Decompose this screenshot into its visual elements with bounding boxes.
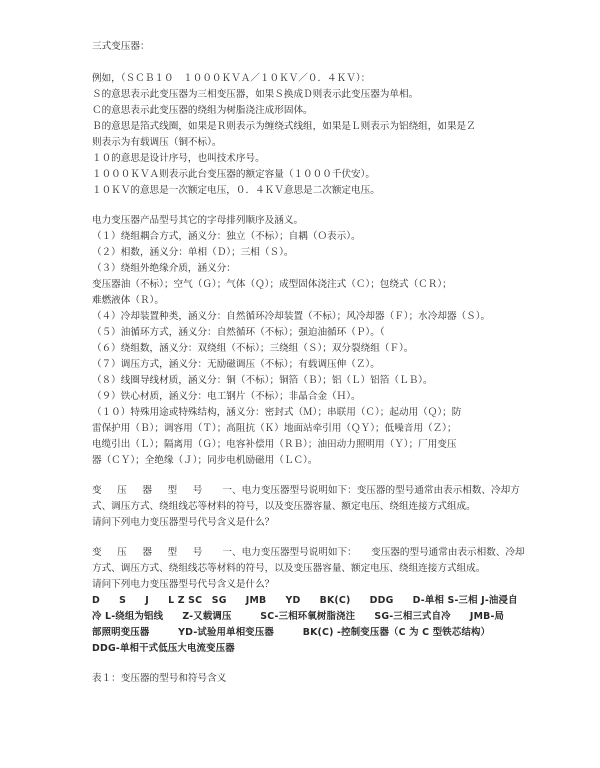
- code-item: （２）相数，涵义分：单相（Ｄ）；三相（Ｓ）。: [92, 247, 294, 258]
- example-line: １０００ＫＶＡ则表示此台变压器的额定容量（１０００千伏安）。: [92, 169, 376, 180]
- code-item: 难燃液体（Ｒ）。: [92, 295, 164, 306]
- example-line: Ｃ的意思表示此变压器的绕组为树脂浇注成形固体。: [92, 105, 313, 116]
- model-desc: 请问下列电力变压器型号代号含义是什么？: [92, 579, 275, 590]
- code-item: （８）线圈导线材质，涵义分：铜（不标）；铜箔（Ｂ）；铝（Ｌ）铝箔（ＬＢ）。: [92, 375, 433, 386]
- model-codes-row: 冷 L-绕组为铝线 Z-又载调压 SC-三相环氧树脂浇注 SG-三相三式自冷 JMB-局: [92, 611, 505, 622]
- section-title: 三式变压器：: [92, 41, 150, 52]
- code-item: （４）冷却装置种类，涵义分：自然循环冷却装置（不标）；风冷却器（Ｆ）；水冷却器（Ｓ）。: [92, 311, 491, 322]
- example-line: １０ＫＶ的意思是一次额定电压，０．４ＫＶ意思是二次额定电压。: [92, 185, 380, 196]
- code-item: （１）绕组耦合方式，涵义分：独立（不标）；自耦（Ｏ表示）。: [92, 231, 361, 242]
- codes-intro: 电力变压器产品型号其它的字母排列顺序及涵义。: [92, 215, 304, 226]
- example-line: Ｓ的意思表示此变压器为三相变压器，如果Ｓ换成Ｄ则表示此变压器为单相。: [92, 89, 419, 100]
- code-item: 电缆引出（Ｌ）；隔离用（Ｇ）；电容补偿用（ＲＢ）；油田动力照明用（Ｙ）；厂用变压: [92, 439, 457, 450]
- code-item: （７）调压方式，涵义分：无励磁调压（不标）；有载调压伸（Ｚ）。: [92, 359, 380, 370]
- model-desc: 请问下列电力变压器型号代号含义是什么？: [92, 517, 275, 528]
- code-item: 变压器油（不标）；空气（Ｇ）；气体（Ｑ）；成型固体浇注式（Ｃ）；包绕式（ＣＲ）；: [92, 279, 452, 290]
- code-item: 雷保护用（Ｂ）；调容用（Ｔ）；高阻抗（Ｋ）地面站牵引用（ＱＹ）；低噪音用（Ｚ）；: [92, 423, 457, 434]
- code-item: 器（ＣＹ）；全绝缘（Ｊ）；同步电机励磁用（ＬＣ）。: [92, 455, 318, 466]
- code-item: （６）绕组数，涵义分：双绕组（不标）；三绕组（Ｓ）；双分裂绕组（Ｆ）。: [92, 343, 414, 354]
- model-codes-row: 部照明变压器 YD-试验用单相变压器 BK(C) -控制变压器（C 为 C 型铁芯结构）: [92, 627, 491, 638]
- model-label: 变 压 器 型 号: [92, 485, 206, 496]
- code-item: （１０）特殊用途或特殊结构，涵义分：密封式（Ｍ）；串联用（Ｃ）；起动用（Ｑ）；防: [92, 407, 462, 418]
- example-line: １０的意思是设计序号，也叫技术序号。: [92, 153, 265, 164]
- model-desc: 一、电力变压器型号说明如下： 变压器的型号通常由表示相数、冷却: [222, 547, 525, 558]
- code-item: （９）铁心材质，涵义分：电工钢片（不标）；非晶合金（Ｈ）。: [92, 391, 361, 402]
- example-line: Ｂ的意思是箔式线圈，如果是Ｒ则表示为缠绕式线组，如果是Ｌ则表示为铝绕组，如果是Ｚ: [92, 121, 476, 132]
- model-codes-row: DDG-单相干式低压大电流变压器: [92, 643, 235, 654]
- model-desc: 式、调压方式、绕组线芯等材料的符号，以及变压器容量、额定电压、绕组连接方式组成。: [92, 501, 476, 512]
- model-label: 变 压 器 型 号: [92, 547, 206, 558]
- example-line: 则表示为有载调压（铜不标）。: [92, 137, 222, 148]
- example-line: 例如，（ＳＣＢ１０ １０００ＫＶＡ／１０ＫＶ／０．４ＫＶ）：: [92, 73, 371, 84]
- model-desc: 一、电力变压器型号说明如下：变压器的型号通常由表示相数、冷却方: [222, 485, 520, 496]
- table-caption: 表１：变压器的型号和符号含义: [92, 673, 227, 684]
- code-item: （３）绕组外绝缘介质，涵义分：: [92, 263, 236, 274]
- model-codes-row: D S J L Z SC SG JMB YD BK(C) DDG D-单相 S-三相 J-油浸自: [92, 595, 518, 606]
- code-item: （５）油循环方式，涵义分：自然循环（不标）；强迫油循环（Ｐ）。（: [92, 327, 385, 338]
- model-desc: 方式、调压方式、绕组线芯等材料的符号，以及变压器容量、额定电压、绕组连接方式组成。: [92, 563, 486, 574]
